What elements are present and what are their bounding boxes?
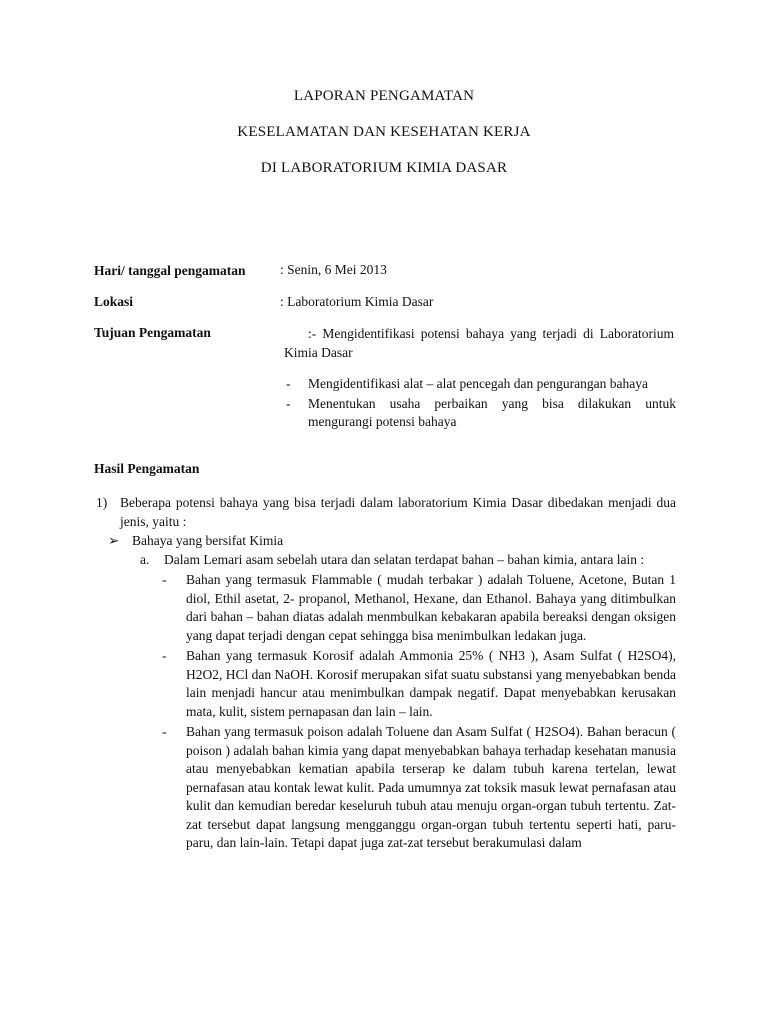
title-line-2: KESELAMATAN DAN KESEHATAN KERJA bbox=[237, 124, 531, 140]
dash-bullet: - bbox=[162, 724, 167, 739]
item-number: 1) bbox=[96, 495, 108, 510]
dash-list-item bbox=[162, 647, 676, 721]
lokasi-label: Lokasi bbox=[94, 294, 134, 309]
tujuan-list bbox=[286, 375, 676, 433]
hari-label: Hari/ tanggal pengamatan bbox=[94, 263, 246, 278]
dash-bullet: - bbox=[162, 572, 167, 587]
tujuan-list-text: Menentukan usaha perbaikan yang bisa dilakukan untuk mengurangi potensi bahaya bbox=[308, 396, 676, 429]
tujuan-label: Tujuan Pengamatan bbox=[94, 325, 211, 340]
item-text: Beberapa potensi bahaya yang bisa terjadi dalam laboratorium Kimia Dasar dibedakan menjadi dua jenis, yaitu : bbox=[120, 495, 676, 529]
dash-item-text: Bahan yang termasuk Korosif adalah Ammonia 25% ( NH3 ), Asam Sulfat ( H2SO4), H2O2, HCl dan NaOH. Korosif merupakan sifat suatu substansi yang menyebabkan benda lain menjadi hancur atau menimbulkan dampak negatif. Dapat menyebabkan kerusakan mata, kulit, sistem pernapasan dan lain – lain. bbox=[186, 648, 677, 719]
lokasi-value: : Laboratorium Kimia Dasar bbox=[280, 294, 434, 309]
tujuan-list-text: Mengidentifikasi alat – alat pencegah dan pengurangan bahaya bbox=[308, 376, 648, 391]
hasil-heading: Hasil Pengamatan bbox=[94, 461, 200, 476]
tujuan-list-item bbox=[286, 375, 676, 393]
alpha-label: a. bbox=[140, 552, 150, 567]
title-line-3: DI LABORATORIUM KIMIA DASAR bbox=[260, 160, 508, 176]
dash-list-item bbox=[162, 723, 676, 853]
dash-list-item bbox=[162, 571, 676, 645]
dash-bullet: - bbox=[286, 396, 291, 411]
dash-item-text: Bahan yang termasuk Flammable ( mudah terbakar ) adalah Toluene, Acetone, Butan 1 diol, Ethil asetat, 2- propanol, Methanol, Hexane, dan Ethanol. Bahaya yang ditimbulkan dari bahan – bahan diatas adalah menmbulkan kebakaran apabila bereaksi dengan oksigen yang dapat terjadi dengan cepat sehingga bisa menimbulkan ledakan juga. bbox=[186, 572, 676, 643]
alpha-item-text: Dalam Lemari asam sebelah utara dan selatan terdapat bahan – bahan kimia, antara lain : bbox=[164, 552, 645, 567]
hasil-body bbox=[96, 493, 676, 853]
dash-bullet: - bbox=[286, 376, 291, 391]
tujuan-value: :- Mengidentifikasi potensi bahaya yang terjadi di Laboratorium Kimia Dasar bbox=[284, 326, 674, 360]
arrow-bullet-icon: ➢ bbox=[108, 533, 120, 548]
alpha-item bbox=[140, 550, 676, 569]
numbered-item bbox=[96, 493, 676, 531]
dash-bullet: - bbox=[162, 648, 167, 663]
tujuan-list-item bbox=[286, 395, 676, 431]
title-line-1: LAPORAN PENGAMATAN bbox=[293, 88, 475, 104]
arrow-item bbox=[108, 531, 676, 550]
hari-value: : Senin, 6 Mei 2013 bbox=[280, 262, 387, 277]
arrow-item-text: Bahaya yang bersifat Kimia bbox=[132, 533, 284, 548]
dash-item-text: Bahan yang termasuk poison adalah Toluene dan Asam Sulfat ( H2SO4). Bahan beracun ( poison ) adalah bahan kimia yang dapat menyebabkan bahaya terhadap kesehatan manusia atau menyebabkan kematian apabila terserap ke dalam tubuh karena tertelan, lewat pernafasan atau kontak lewat kulit. Pada umumnya zat toksik masuk lewat pernafasan atau kulit dan kemudian beredar keseluruh tubuh atau menuju organ-organ tubuh tertentu. Zat-zat tersebut dapat langsung mengganggu organ-organ tubuh tertentu seperti hati, paru-paru, dan lain-lain. Tetapi dapat juga zat-zat tersebut berakumulasi dalam bbox=[186, 724, 676, 850]
